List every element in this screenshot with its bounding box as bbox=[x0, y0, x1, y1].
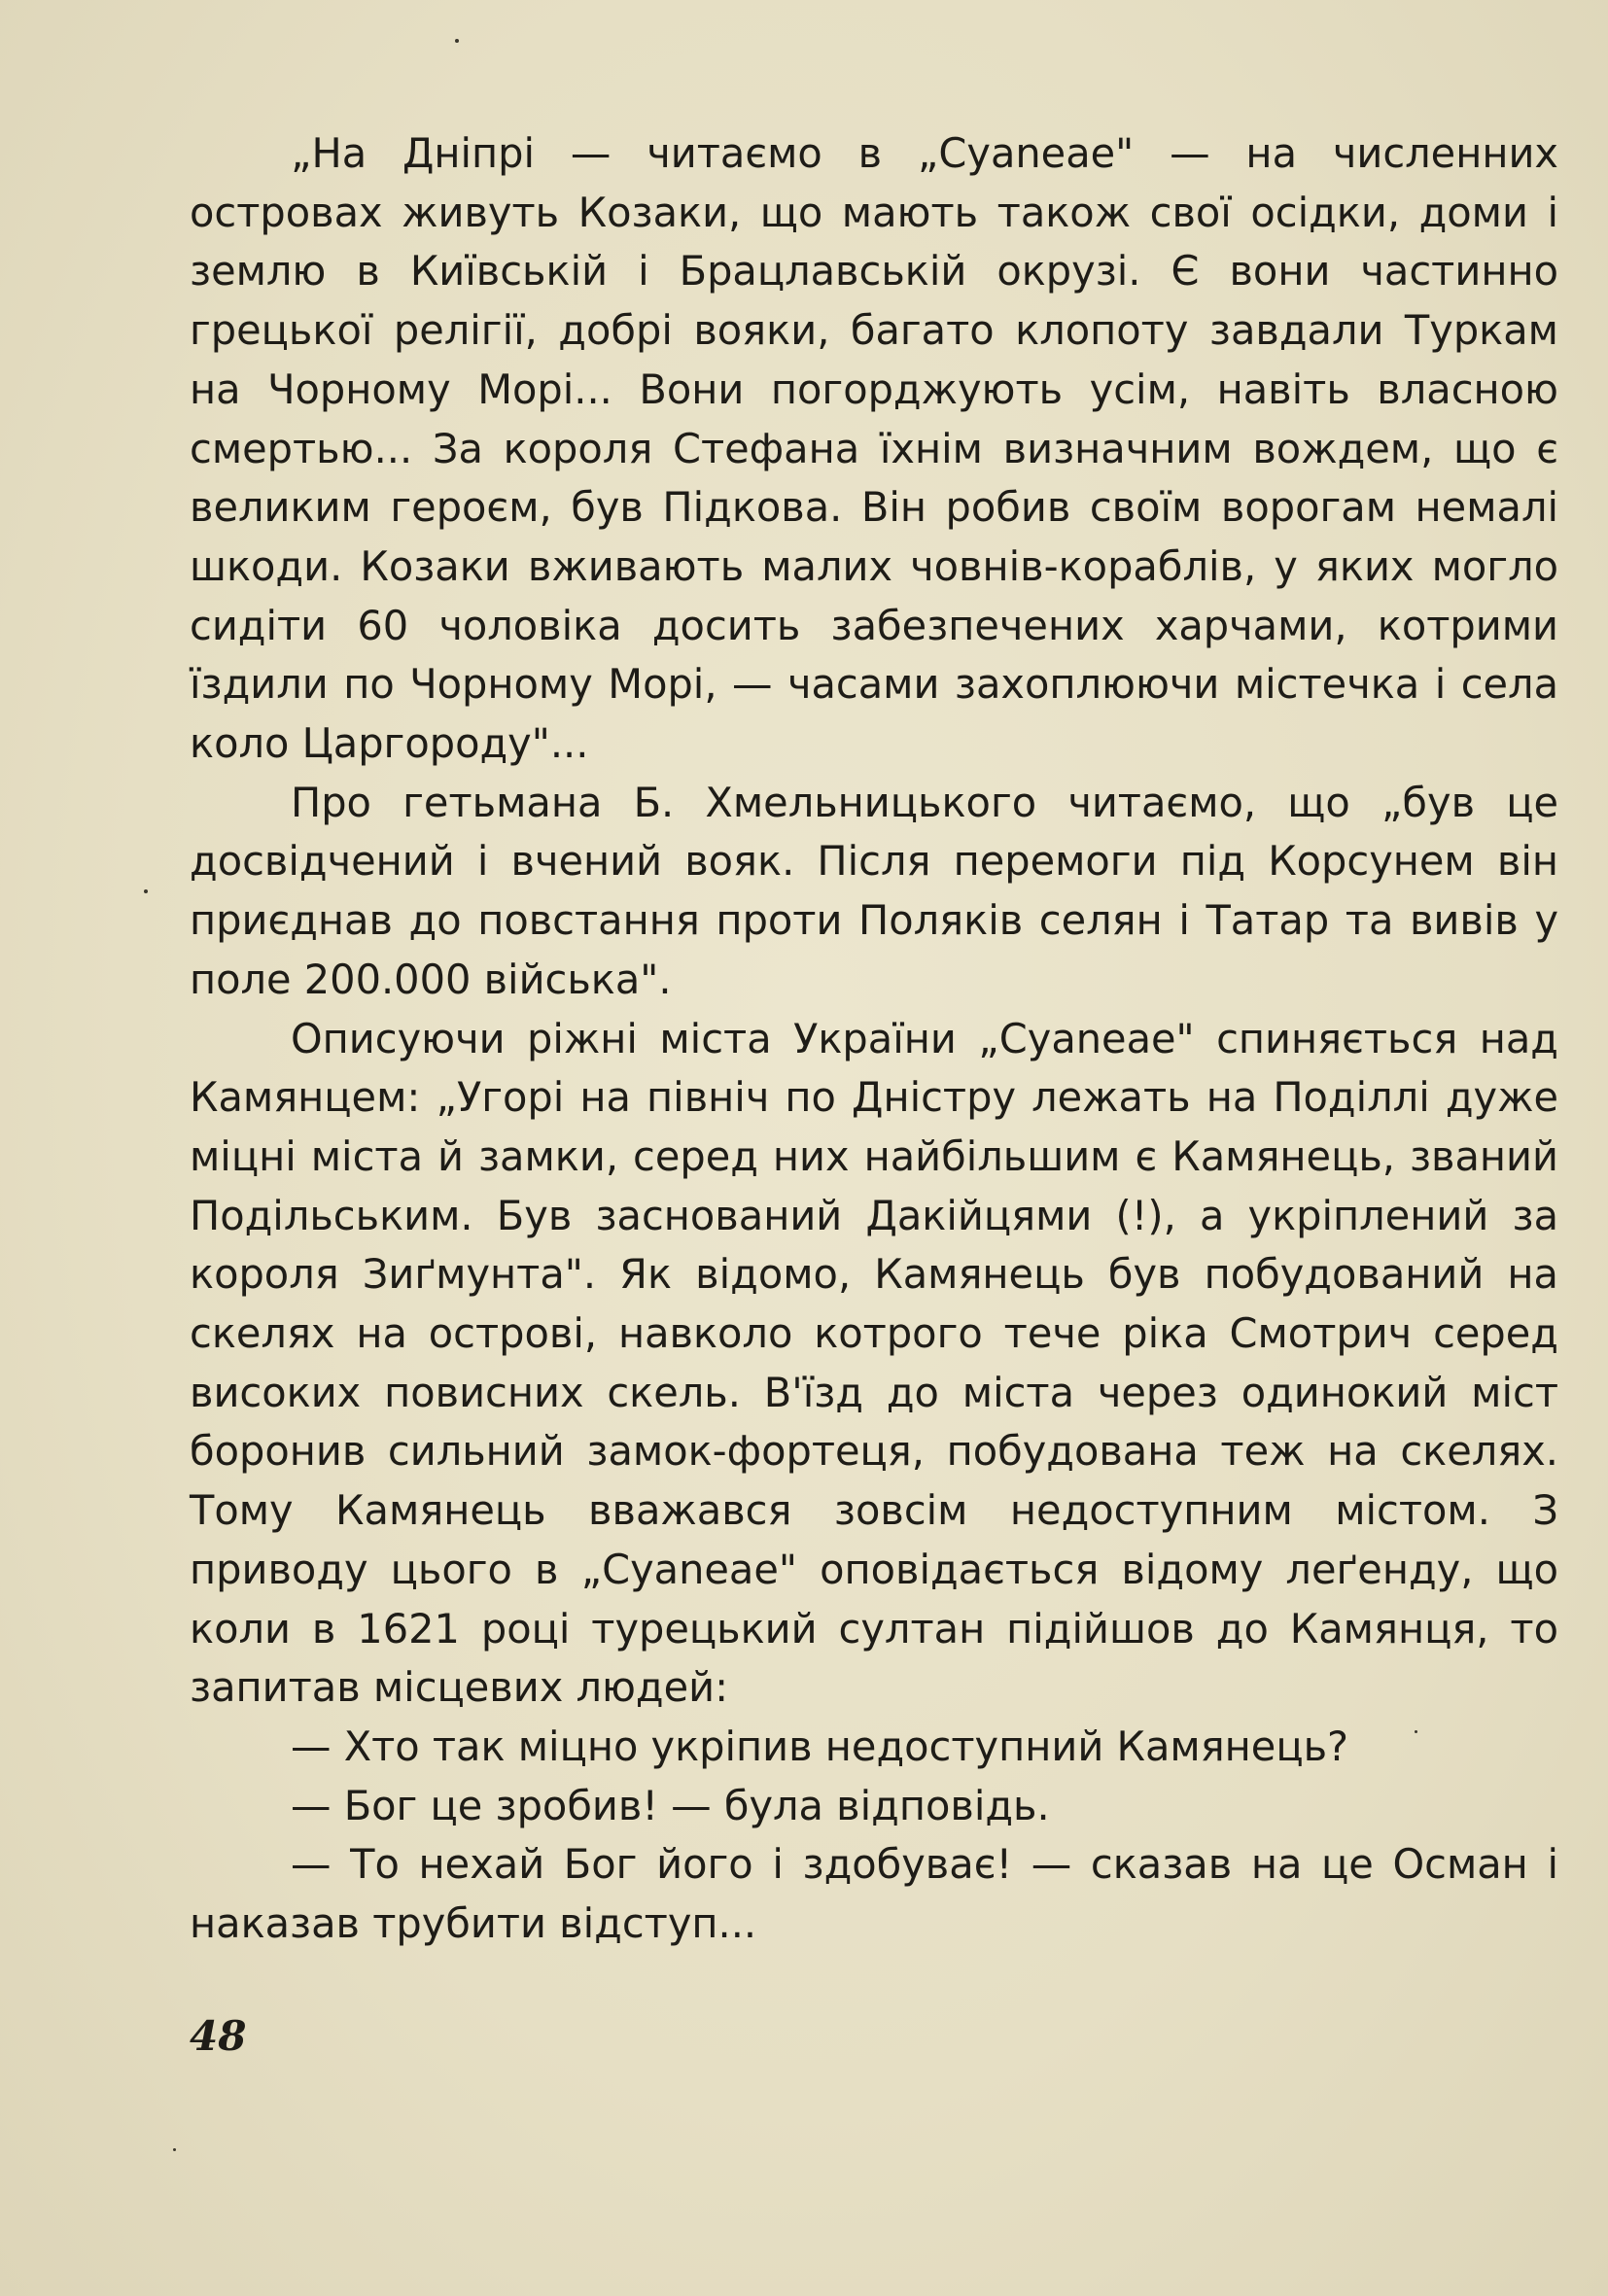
paragraph-khmelnytsky: Про гетьмана Б. Хмельницького читаємо, що „був це досвідчений і вчений вояк. Після перемоги під Корсунем він приєднав до повстання проти Поляків селян і Татар та вивів у поле 200.000 війська". bbox=[190, 778, 1558, 1003]
dialogue-line-answer: — Бог це зробив! — була відповідь. bbox=[291, 1781, 1050, 1829]
paper-speck bbox=[144, 889, 148, 893]
dialogue-line-question: — Хто так міцно укріпив недоступний Камянець? bbox=[291, 1722, 1349, 1770]
paragraph-kamianets: Описуючи ріжні міста України „Cyaneae" спиняється над Камянцем: „Угорі на північ по Дністру лежать на Поділлі дуже міцні міста й замки, серед них найбільшим є Камянець, званий Подільським. Був заснований Дакійцями (!), а укріплений за короля Зиґмунта". Як відомо, Камянець був побудований на скелях на острові, навколо котрого тече ріка Смотрич серед високих повисних скель. В'їзд до міста через одинокий міст боронив сильний замок-фортеця, побудована теж на скелях. Тому Камянець вважався зовсім недоступним містом. З приводу цього в „Cyaneae" оповідається відому леґенду, що коли в 1621 році турецький султан підійшов до Камянця, то запитав місцевих людей: bbox=[190, 1014, 1558, 1712]
paper-speck bbox=[1415, 1730, 1417, 1733]
body-text bbox=[190, 124, 1558, 1954]
page-number: 48 bbox=[190, 2012, 247, 2060]
paper-speck bbox=[455, 39, 459, 43]
paper-speck bbox=[173, 2148, 176, 2151]
paragraph-cossacks: „На Дніпрі — читаємо в „Cyaneae" — на численних островах живуть Козаки, що мають також свої осідки, доми і землю в Київській і Брацлавській окрузі. Є вони частинно грецької релігії, добрі вояки, багато клопоту завдали Туркам на Чорному Морі... Вони погорджують усім, навіть власною смертью... За короля Стефана їхнім визначним вождем, що є великим героєм, був Підкова. Він робив своїм ворогам немалі шкоди. Козаки вживають малих човнів-кораблів, у яких могло сидіти 60 чоловіка досить забезпечених харчами, котрими їздили по Чорному Морі, — часами захоплюючи містечка і села коло Царгороду"... bbox=[190, 129, 1558, 768]
dialogue-line-osman: — То нехай Бог його і здобуває! — сказав на це Осман і наказав трубити відступ... bbox=[190, 1840, 1558, 1948]
